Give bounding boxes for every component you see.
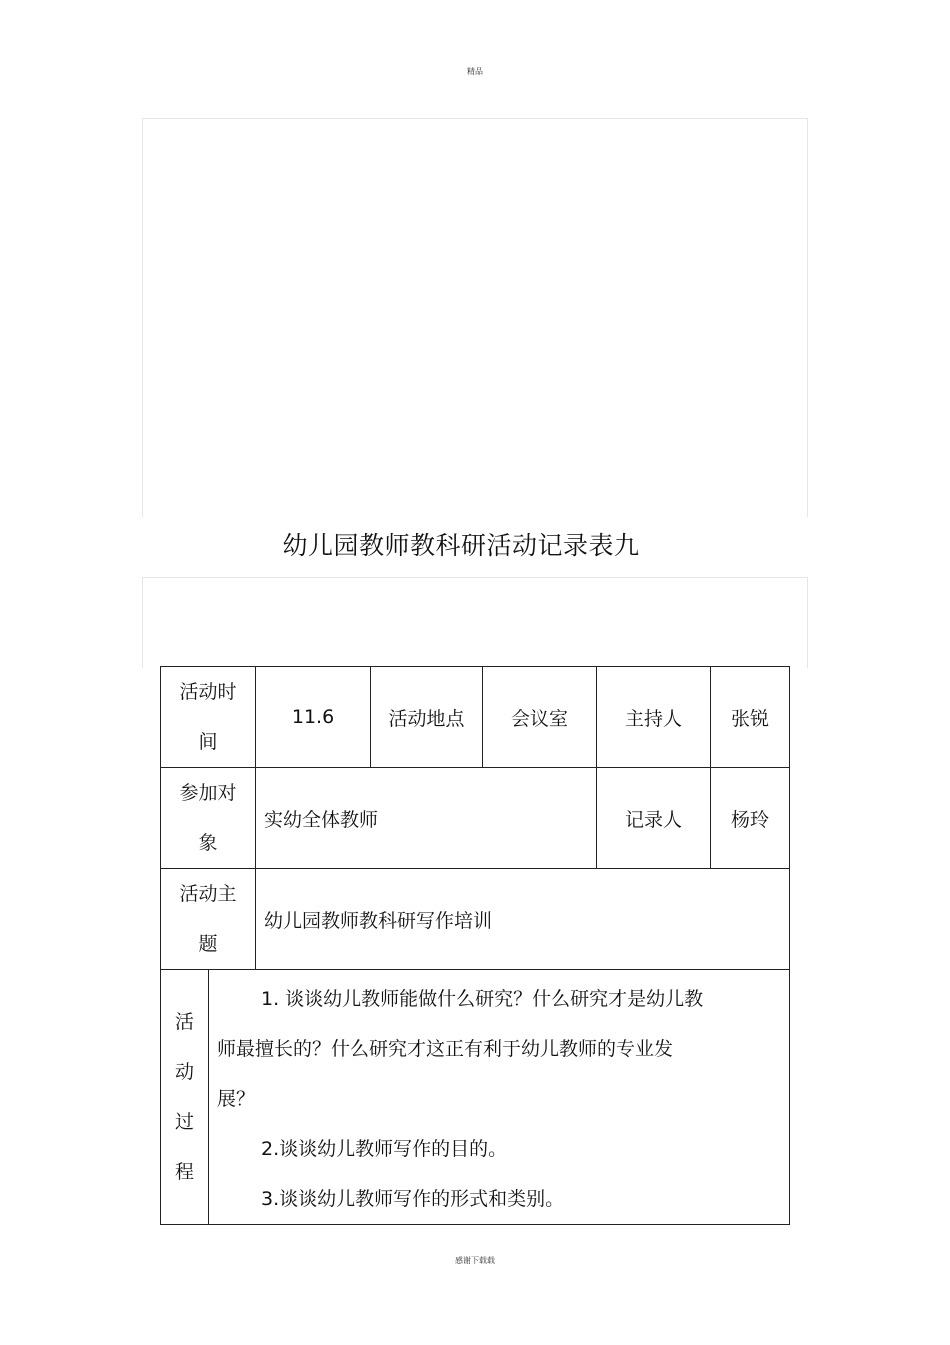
- process-label-char: 程: [174, 1161, 194, 1183]
- process-label-cell: [161, 970, 209, 1225]
- table-row: [161, 667, 790, 768]
- host-value: 张锐: [711, 667, 790, 768]
- table-row: [161, 970, 790, 1225]
- participants-label-line1: 参加对: [179, 782, 237, 804]
- middle-frame: [142, 577, 808, 668]
- process-line: 展？: [217, 1088, 256, 1110]
- top-frame: [142, 118, 808, 517]
- recorder-value: 杨玲: [711, 768, 790, 869]
- host-label: 主持人: [597, 667, 711, 768]
- recorder-label: 记录人: [597, 768, 711, 869]
- activity-record-table: [160, 666, 790, 1225]
- page-title: 幼儿园教师教科研活动记录表九: [282, 531, 640, 560]
- participants-label-cell: [161, 768, 256, 869]
- process-label-char: 过: [174, 1111, 194, 1133]
- time-label-line2: 间: [198, 731, 218, 753]
- process-line: 师最擅长的？什么研究才这正有利于幼儿教师的专业发: [217, 1038, 674, 1060]
- header-watermark: 精品: [467, 67, 483, 76]
- time-label-cell: [161, 667, 256, 768]
- footer-watermark: 感谢下载载: [455, 1256, 495, 1265]
- process-label-char: 动: [174, 1061, 194, 1083]
- process-line: 3.谈谈幼儿教师写作的形式和类别。: [261, 1188, 565, 1210]
- table-row: [161, 768, 790, 869]
- participants-label-line2: 象: [198, 832, 218, 854]
- process-line: 2.谈谈幼儿教师写作的目的。: [261, 1138, 508, 1160]
- time-label-line1: 活动时: [179, 681, 237, 703]
- theme-label-cell: [161, 869, 256, 970]
- table-row: [161, 869, 790, 970]
- process-line: 1. 谈谈幼儿教师能做什么研究？什么研究才是幼儿教: [261, 988, 704, 1010]
- theme-label-line1: 活动主: [179, 883, 237, 905]
- participants-value: 实幼全体教师: [256, 768, 597, 869]
- process-content: [209, 970, 790, 1225]
- place-label: 活动地点: [371, 667, 483, 768]
- process-label-char: 活: [174, 1011, 194, 1033]
- time-value: 11.6: [256, 667, 371, 768]
- theme-label-line2: 题: [198, 933, 218, 955]
- place-value: 会议室: [483, 667, 597, 768]
- theme-value: 幼儿园教师教科研写作培训: [256, 869, 790, 970]
